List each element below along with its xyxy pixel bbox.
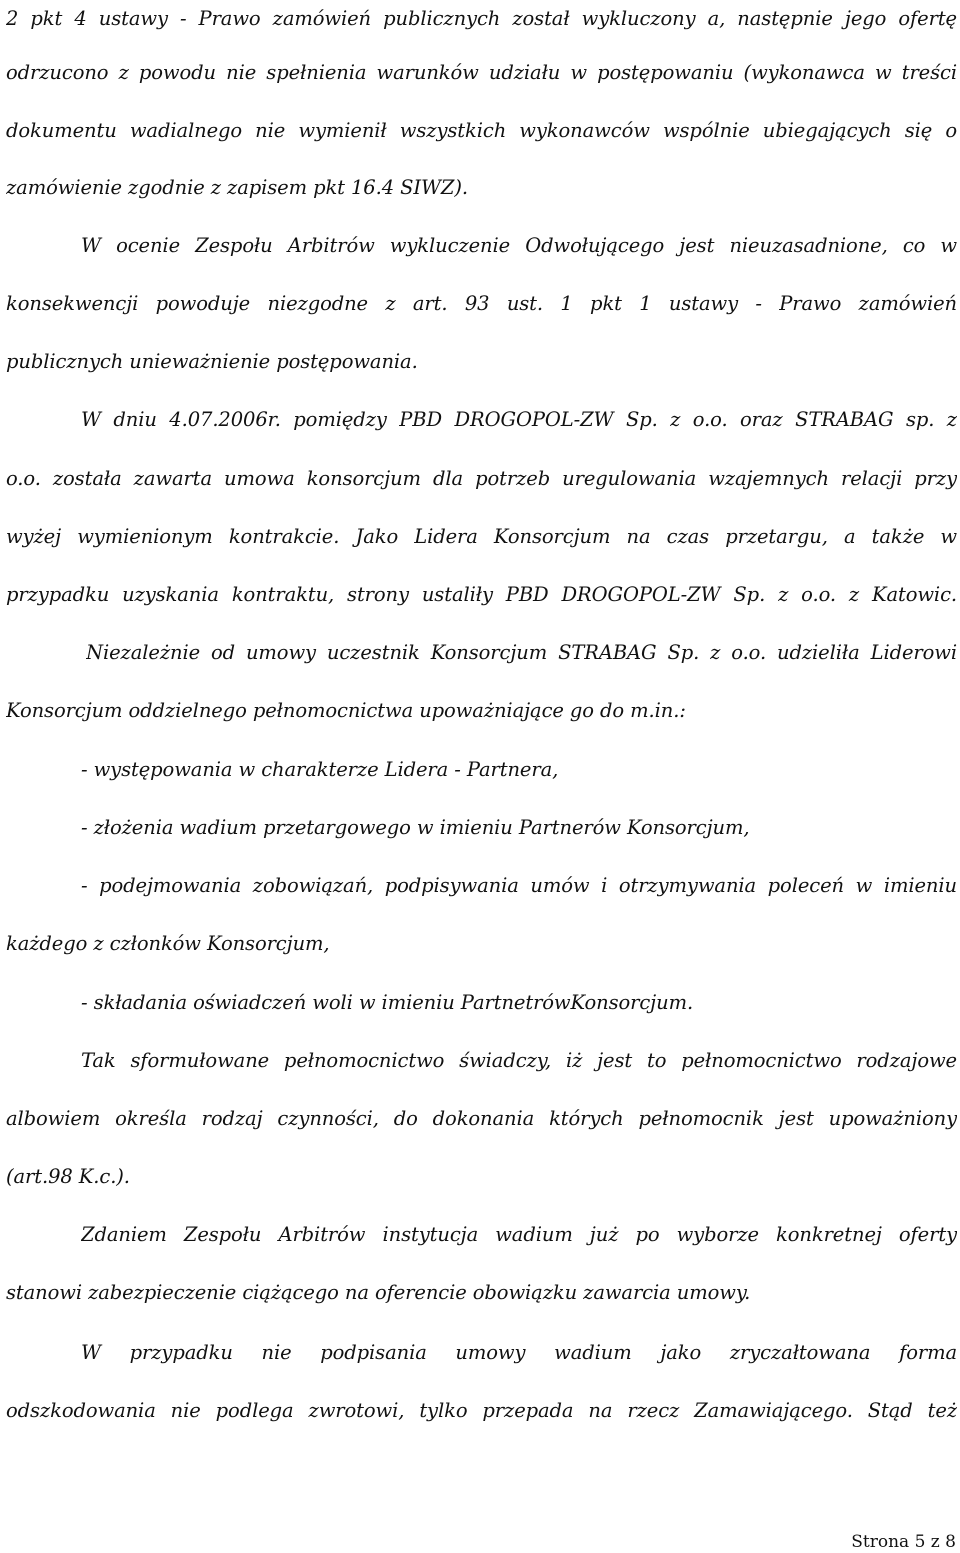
text-line: konsekwencji powoduje niezgodne z art. 93 ust. 1 pkt 1 ustawy - Prawo zamówień — [6, 292, 957, 315]
paragraph-first-line: W ocenie Zespołu Arbitrów wykluczenie Odwołującego jest nieuzasadnione, co w — [81, 234, 957, 257]
text-line: publicznych unieważnienie postępowania. — [6, 350, 418, 373]
paragraph-first-line: Tak sformułowane pełnomocnictwo świadczy, iż jest to pełnomocnictwo rodzajowe — [81, 1049, 957, 1072]
text-line: wyżej wymienionym kontrakcie. Jako Lidera Konsorcjum na czas przetargu, a także w — [6, 525, 957, 548]
paragraph-first-line: Zdaniem Zespołu Arbitrów instytucja wadium już po wyborze konkretnej oferty — [81, 1223, 957, 1246]
text-line: stanowi zabezpieczenie ciążącego na oferencie obowiązku zawarcia umowy. — [6, 1281, 751, 1304]
text-line: o.o. została zawarta umowa konsorcjum dla potrzeb uregulowania wzajemnych relacji przy — [6, 467, 957, 490]
text-line: zamówienie zgodnie z zapisem pkt 16.4 SIWZ). — [6, 176, 468, 199]
page-number: Strona 5 z 8 — [851, 1532, 956, 1552]
list-item: - podejmowania zobowiązań, podpisywania umów i otrzymywania poleceń w imieniu — [81, 874, 957, 897]
list-item: - występowania w charakterze Lidera - Partnera, — [81, 758, 559, 781]
paragraph-first-line: W przypadku nie podpisania umowy wadium jako zryczałtowana forma — [81, 1341, 957, 1364]
list-item: - składania oświadczeń woli w imieniu PartnetrówKonsorcjum. — [81, 991, 694, 1014]
text-line: Konsorcjum oddzielnego pełnomocnictwa upoważniające go do m.in.: — [6, 699, 686, 722]
text-line: 2 pkt 4 ustawy - Prawo zamówień publicznych został wykluczony a, następnie jego ofertę — [6, 7, 957, 30]
text-line: przypadku uzyskania kontraktu, strony ustaliły PBD DROGOPOL-ZW Sp. z o.o. z Katowic. — [6, 583, 957, 606]
text-line: odrzucono z powodu nie spełnienia warunków udziału w postępowaniu (wykonawca w treści — [6, 61, 957, 84]
text-line: każdego z członków Konsorcjum, — [6, 932, 330, 955]
text-line: (art.98 K.c.). — [6, 1165, 130, 1188]
paragraph-first-line: Niezależnie od umowy uczestnik Konsorcjum STRABAG Sp. z o.o. udzieliła Liderowi — [86, 641, 957, 664]
list-item: - złożenia wadium przetargowego w imieniu Partnerów Konsorcjum, — [81, 816, 750, 839]
paragraph-first-line: W dniu 4.07.2006r. pomiędzy PBD DROGOPOL-ZW Sp. z o.o. oraz STRABAG sp. z — [81, 408, 957, 431]
text-line: albowiem określa rodzaj czynności, do dokonania których pełnomocnik jest upoważniony — [6, 1107, 957, 1130]
text-line: dokumentu wadialnego nie wymienił wszystkich wykonawców wspólnie ubiegających się o — [6, 119, 957, 142]
text-line: odszkodowania nie podlega zwrotowi, tylko przepada na rzecz Zamawiającego. Stąd też — [6, 1399, 957, 1422]
